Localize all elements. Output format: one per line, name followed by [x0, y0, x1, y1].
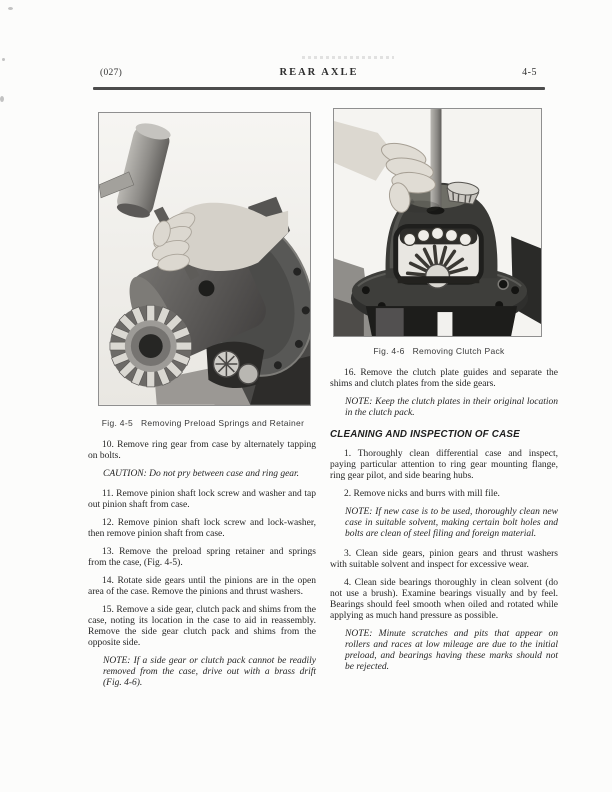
step-10: 10. Remove ring gear from case by alternately tapping on bolts. [88, 440, 316, 461]
scan-smudge [302, 56, 394, 59]
step-13: 13. Remove the preload spring retainer and springs from the case, (Fig. 4-5). [88, 547, 316, 568]
step-12: 12. Remove pinion shaft lock screw and lock-washer, then remove pinion shaft from case. [88, 518, 316, 539]
step-15: 15. Remove a side gear, clutch pack and shims from the case, noting its location in the case to aid in reassembly. Remove the side gear clutch pack and shims from the opposite side. [88, 605, 316, 648]
step-1: 1. Thoroughly clean differential case and inspect, paying particular attention to ring gear mounting flange, ring gear pilot, and side bearing hubs. [330, 449, 558, 481]
page-title: REAR AXLE [279, 67, 359, 78]
header-rule [93, 87, 545, 90]
figure-4-6-caption: Fig. 4-6 Removing Clutch Pack [373, 346, 505, 356]
step-11: 11. Remove pinion shaft lock screw and washer and tap out pinion shaft from case. [88, 489, 316, 510]
left-column [88, 440, 316, 698]
note-paragraph: NOTE: Minute scratches and pits that appear on rollers and races at low mileage are due to the initial preload, and bearings having these marks should not be rejected. [345, 629, 558, 672]
section-heading-cleaning-inspection: CLEANING AND INSPECTION OF CASE [330, 429, 520, 440]
step-2: 2. Remove nicks and burrs with mill file. [344, 489, 500, 499]
figure-4-6 [333, 108, 542, 337]
note-paragraph: NOTE: If a side gear or clutch pack cannot be readily removed from the case, drive out with a brass drift (Fig. 4-6). [103, 656, 316, 688]
figure-4-5 [98, 112, 311, 406]
step-3: 3. Clean side gears, pinion gears and thrust washers with suitable solvent and inspect for excessive wear. [330, 549, 558, 570]
header-doc-code: (027) [100, 68, 123, 78]
scan-speck [2, 58, 5, 61]
figure-4-6-photo [334, 109, 541, 336]
page-header [93, 66, 545, 82]
note-paragraph: NOTE: Keep the clutch plates in their original location in the clutch pack. [345, 397, 558, 418]
header-page-number: 4-5 [522, 67, 537, 78]
scan-speck [0, 96, 4, 102]
step-4: 4. Clean side bearings thoroughly in clean solvent (do not use a brush). Examine bearings visually and by feel. Bearings should feel smooth when oiled and rotated while applying as much hand pressure as possible. [330, 578, 558, 621]
note-paragraph: NOTE: If new case is to be used, thoroughly clean new case in suitable solvent, making certain bolt holes and bolts are clean of steel filing and foreign material. [345, 507, 558, 539]
caution-paragraph: CAUTION: Do not pry between case and ring gear. [103, 469, 300, 479]
figure-4-5-caption: Fig. 4-5 Removing Preload Springs and Retainer [101, 418, 305, 428]
right-column-top [330, 368, 558, 682]
step-16: 16. Remove the clutch plate guides and separate the shims and clutch plates from the side gears. [330, 368, 558, 389]
scan-speck [8, 7, 13, 10]
figure-4-5-photo [99, 113, 310, 405]
step-14: 14. Rotate side gears until the pinions are in the open area of the case. Remove the pinions and thrust washers. [88, 576, 316, 597]
